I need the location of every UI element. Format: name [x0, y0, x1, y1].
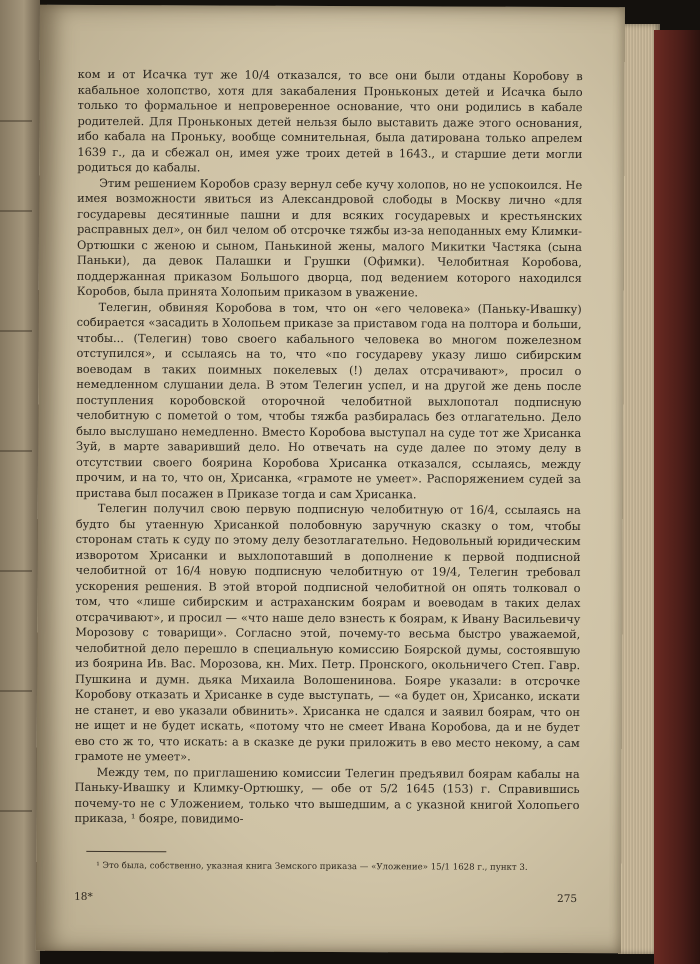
left-page-text-trace: [0, 210, 32, 212]
book-page: [36, 5, 625, 954]
left-page-text-trace: [0, 690, 32, 692]
left-page-text-trace: [0, 810, 32, 812]
left-page-edge: [0, 0, 40, 964]
main-text: [74, 67, 582, 829]
left-page-text-trace: [0, 330, 32, 332]
paragraph: Этим решением Коробов сразу вернул себе кучу холопов, но не успокоился. Не имея возможности явиться из Александровой слободы в Москву лично «для государевы десятинные пашни и для всяких государевых и крестьянских расправных дел», он бил челом об отсрочке тяжбы из-за неподанных ему Климки-Ортюшки с женою и сыном, Панькиной жены, малого Микитки Частяка (сына Паньки), да девок Палашки и Грушки (Офимки). Челобитная Коробова, поддержанная приказом Большого дворца, под ведением которого находился Коробов, была принята Холопьим приказом в уважение.: [76, 175, 583, 300]
left-page-text-trace: [0, 450, 32, 452]
paragraph: Телегин, обвиняя Коробова в том, что он «его человека» (Панькy-Ивашку) собирается «засадить в Холопьем приказе за приставом года на полтора и больши, чтобы... (Телегин) тово своего кабального человека во многом пожелезном отступился», и ссылаясь на то, что «по государеву указу лишо сибирским воеводам в таких поимных покелевых (!) делах отсрачивают», просил о немедленном слушании дела. В этом Телегин успел, и на другой же день после поступления коробовской оторочной челобитной выхлопотал подписную челобитную с пометой о том, чтобы тяжба разбиралась без отлагательно. Дело было выслушано немедленно. Вместо Коробова выступал на суде тот же Хрисанка Зуй, в марте заваривший дело. Но отвечать на суде далее по этому делу в отсутствии своего боярина Коробова Хрисанка отказался, ссылаясь, между прочим, и на то, что он, Хрисанка, «грамоте не умеет». Распоряжением судей за пристава был посажен в Приказе тогда и сам Хрисанка.: [75, 299, 582, 501]
book-cover: [654, 30, 700, 964]
paragraph: ком и от Исачка тут же 10/4 отказался, то все они были отданы Коробову в кабальное холопство, хотя для закабаления Проньконых детей и Исачка было только то формальное и непроверенное основание, что они родились в кабале родителей. Для Проньконых детей нельзя было выставить даже этого основания, ибо кабала на Проньку, вообще сомнительная, была датирована только апрелем 1639 г., да и сбежал он, имея уже троих детей в 1643., и старшие дети могли родиться до кабалы.: [77, 66, 583, 175]
printer-signature-mark: 18*: [74, 890, 93, 903]
paragraph: Телегин получил свою первую подписную челобитную от 16/4, ссылаясь на будто бы утаенную Хрисанкой полобовную заручную сказку о том, чтобы сторонам стать к суду по этому делу безотлагательно. Недовольный юридическим изворотом Хрисанки и выхлопотавший в дополнение к первой подписной челобитной от 16/4 новую подписную челобитную от 19/4, Телегин требовал ускорения решения. В этой второй подписной челобитной он опять толковал о том, что «лише сибирским и астраханским боярам и воеводам в таких делах отсрачивают», и просил — «что наше дело взнесть к боярам, к Ивану Васильевичу Морозову с товарищи». Согласно этой, почему-то весьма быстро уважаемой, челобитной дело перешло в специальную комиссию Боярской думы, состоявшую из боярина Ив. Вас. Морозова, кн. Мих. Петр. Пронского, окольничего Степ. Гавр. Пушкина и думн. дьяка Михаила Волошенинова. Бояре указали: в отсрочке Коробову отказать и Хрисанке в суде выступать, — «а будет он, Хрисанко, искати не станет, и ево указали обвинить». Хрисанка не сдался и заявил боярам, что он не ищет и не будет искать, «потому что не смеет Ивана Коробова, да и не будет ево сто ж то, что искать: а в сказке де руки приложить в ево место некому, а сам грамоте не умеет».: [74, 500, 581, 764]
footnote-divider: [86, 851, 166, 852]
footnote: ¹ Это была, собственно, указная книга Земского приказа — «Уложение» 15/1 1628 г., пункт 3.: [96, 860, 528, 873]
paragraph: Между тем, по приглашению комиссии Телегин предъявил боярам кабалы на Паньку-Ивашку и Климку-Ортюшку, — обе от 5/2 1645 (153) г. Справившись почему-то не с Уложением, только что вышедшим, а с указной книгой Холопьего приказа, ¹ бояре, повидимо-: [74, 764, 580, 826]
page-number: 275: [557, 892, 578, 906]
left-page-text-trace: [0, 120, 32, 122]
left-page-text-trace: [0, 570, 32, 572]
